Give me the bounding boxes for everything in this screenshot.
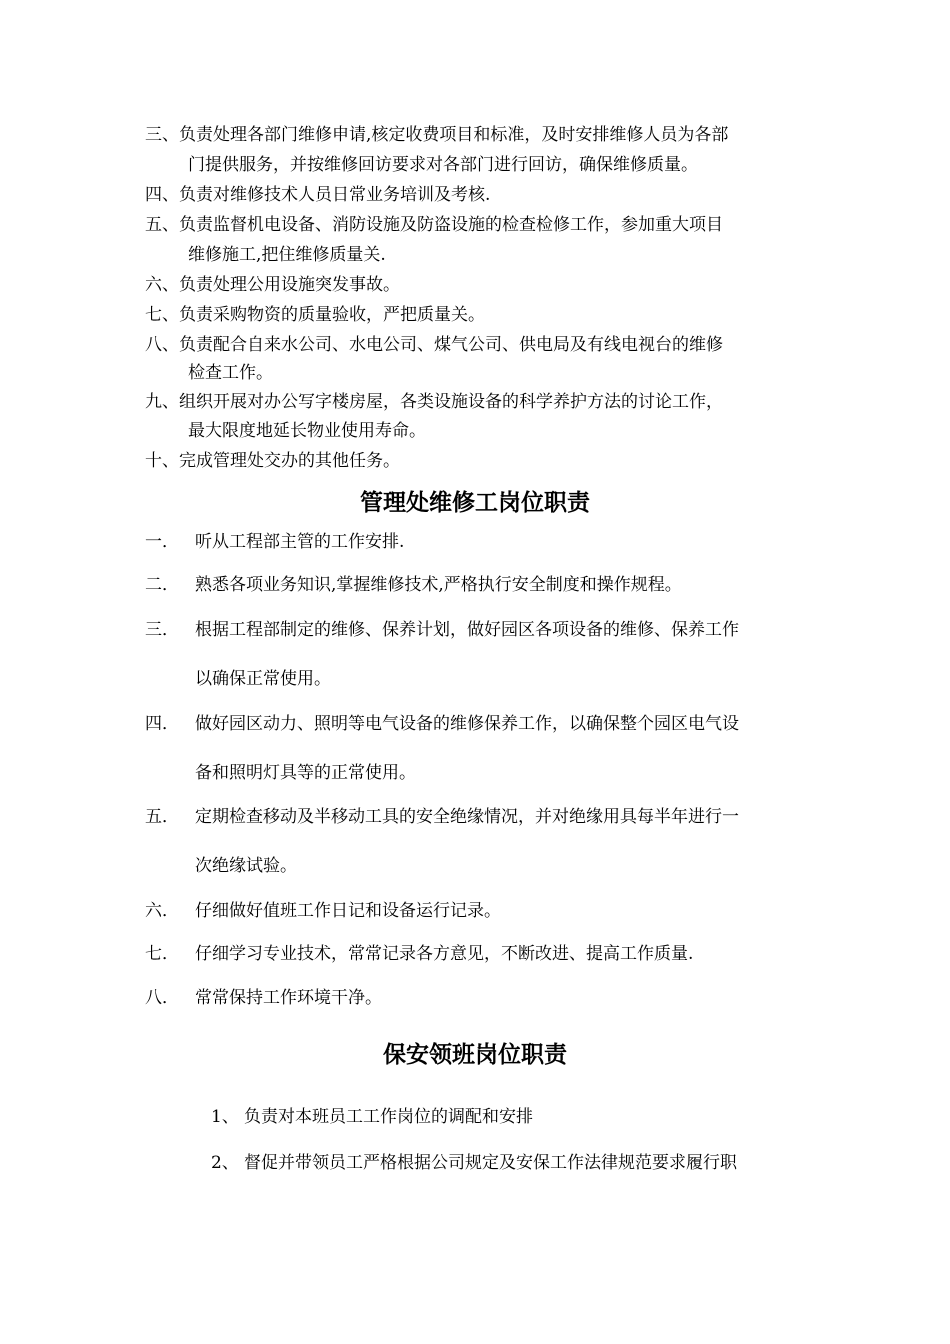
section2-item-5-line-1: 定期检查移动及半移动工具的安全绝缘情况，并对绝缘用具每半年进行一 xyxy=(195,807,739,827)
section1-item-8-line-2: 检查工作。 xyxy=(188,363,273,383)
section2-item-4-line-1: 做好园区动力、照明等电气设备的维修保养工作，以确保整个园区电气设 xyxy=(195,714,739,734)
section2-item-1-line-1: 听从工程部主管的工作安排. xyxy=(195,532,405,552)
section2-item-7-line-1: 仔细学习专业技术，常常记录各方意见，不断改进、提高工作质量. xyxy=(195,944,694,964)
section2-item-7-number: 七． xyxy=(145,944,179,964)
section1-item-7-line-1: 七、负责采购物资的质量验收，严把质量关。 xyxy=(145,305,485,325)
section1-item-9-line-1: 九、组织开展对办公写字楼房屋，各类设施设备的科学养护方法的讨论工作， xyxy=(145,392,723,412)
section2-item-8-number: 八． xyxy=(145,988,179,1008)
section2-item-6-number: 六． xyxy=(145,901,179,921)
section2-item-4-line-2: 备和照明灯具等的正常使用。 xyxy=(195,763,416,783)
section1-item-9-line-2: 最大限度地延长物业使用寿命。 xyxy=(188,421,426,441)
section2-item-3-line-2: 以确保正常使用。 xyxy=(195,669,331,689)
section2-item-6-line-1: 仔细做好值班工作日记和设备运行记录。 xyxy=(195,901,501,921)
section2-item-5-number: 五． xyxy=(145,807,179,827)
section3-title: 保安领班岗位职责 xyxy=(383,1041,567,1068)
section2-item-2-line-1: 熟悉各项业务知识,掌握维修技术,严格执行安全制度和操作规程。 xyxy=(195,575,682,595)
section1-item-6-line-1: 六、负责处理公用设施突发事故。 xyxy=(145,275,400,295)
section2-item-2-number: 二． xyxy=(145,575,179,595)
section2-title: 管理处维修工岗位职责 xyxy=(360,489,590,516)
section3-item-2-line-1: 督促并带领员工严格根据公司规定及安保工作法律规范要求履行职 xyxy=(244,1153,737,1173)
section1-item-5-line-2: 维修施工,把住维修质量关. xyxy=(188,245,386,265)
section1-item-5-line-1: 五、负责监督机电设备、消防设施及防盗设施的检查检修工作，参加重大项目 xyxy=(145,215,723,235)
section3-item-1-number: 1、 xyxy=(211,1107,239,1127)
section2-item-3-number: 三． xyxy=(145,620,179,640)
section2-item-5-line-2: 次绝缘试验。 xyxy=(195,856,297,876)
section3-item-2-number: 2、 xyxy=(211,1153,239,1173)
section1-item-10-line-1: 十、完成管理处交办的其他任务。 xyxy=(145,451,400,471)
section2-item-1-number: 一． xyxy=(145,532,179,552)
section2-item-4-number: 四． xyxy=(145,714,179,734)
section1-item-3-line-1: 三、负责处理各部门维修申请,核定收费项目和标准，及时安排维修人员为各部 xyxy=(145,125,729,145)
section1-item-8-line-1: 八、负责配合自来水公司、水电公司、煤气公司、供电局及有线电视台的维修 xyxy=(145,335,723,355)
section1-item-4-line-1: 四、负责对维修技术人员日常业务培训及考核. xyxy=(145,185,491,205)
section2-item-8-line-1: 常常保持工作环境干净。 xyxy=(195,988,382,1008)
section3-item-1-line-1: 负责对本班员工工作岗位的调配和安排 xyxy=(244,1107,533,1127)
section1-item-3-line-2: 门提供服务，并按维修回访要求对各部门进行回访，确保维修质量。 xyxy=(188,155,698,175)
section2-item-3-line-1: 根据工程部制定的维修、保养计划，做好园区各项设备的维修、保养工作 xyxy=(195,620,739,640)
